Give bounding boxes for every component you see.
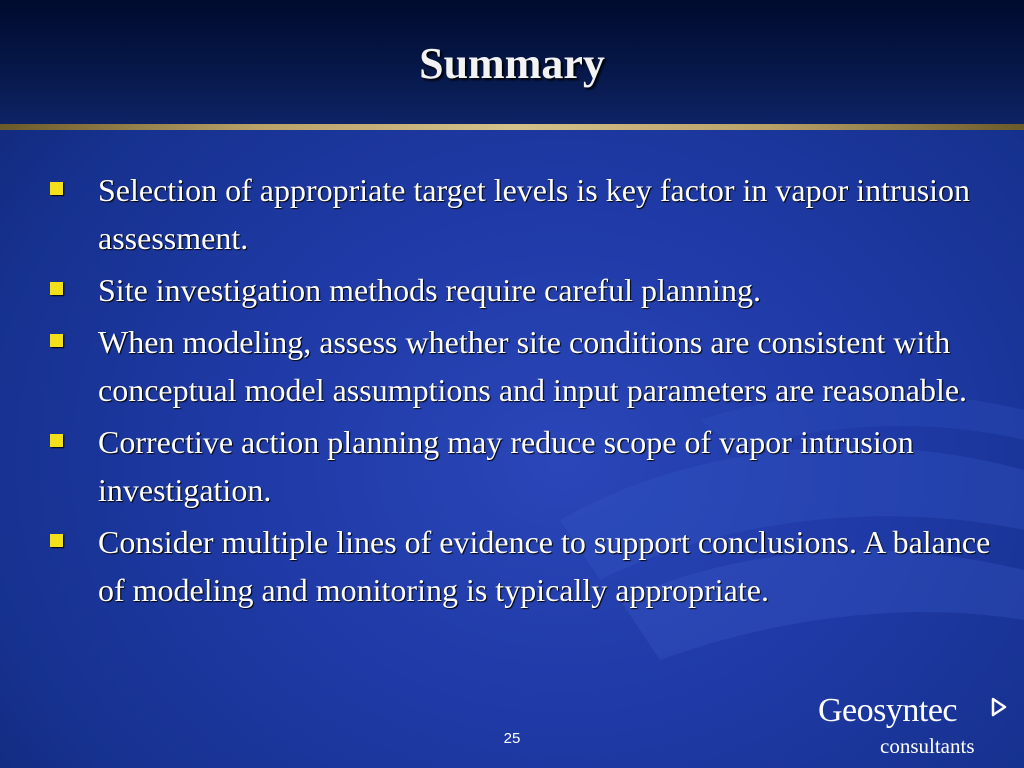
bullet-item bbox=[46, 518, 996, 614]
square-bullet-icon bbox=[50, 334, 63, 347]
logo-name: Geosyntec bbox=[818, 692, 958, 729]
square-bullet-icon bbox=[50, 434, 63, 447]
slide-title: Summary bbox=[419, 39, 605, 88]
title-divider bbox=[0, 124, 1024, 130]
bullet-item bbox=[46, 418, 996, 514]
bullet-item bbox=[46, 266, 996, 314]
bullet-text: Site investigation methods require careful planning. bbox=[98, 272, 761, 308]
square-bullet-icon bbox=[50, 534, 63, 547]
page-number: 25 bbox=[503, 730, 521, 747]
bullet-text: When modeling, assess whether site conditions are consistent with conceptual model assumptions and input parameters are reasonable. bbox=[98, 324, 968, 408]
bullet-item bbox=[46, 318, 996, 414]
bullet-text: Corrective action planning may reduce scope of vapor intrusion investigation. bbox=[98, 424, 914, 508]
play-arrow-icon bbox=[990, 696, 1008, 718]
bullet-text: Selection of appropriate target levels is key factor in vapor intrusion assessment. bbox=[98, 172, 971, 256]
square-bullet-icon bbox=[50, 182, 63, 195]
square-bullet-icon bbox=[50, 282, 63, 295]
company-logo bbox=[818, 692, 1018, 762]
bullet-item bbox=[46, 166, 996, 262]
bullet-text: Consider multiple lines of evidence to support conclusions. A balance of modeling and monitoring is typically appropriate. bbox=[98, 524, 991, 608]
logo-subtitle: consultants bbox=[880, 734, 975, 758]
bullet-list bbox=[46, 166, 996, 618]
